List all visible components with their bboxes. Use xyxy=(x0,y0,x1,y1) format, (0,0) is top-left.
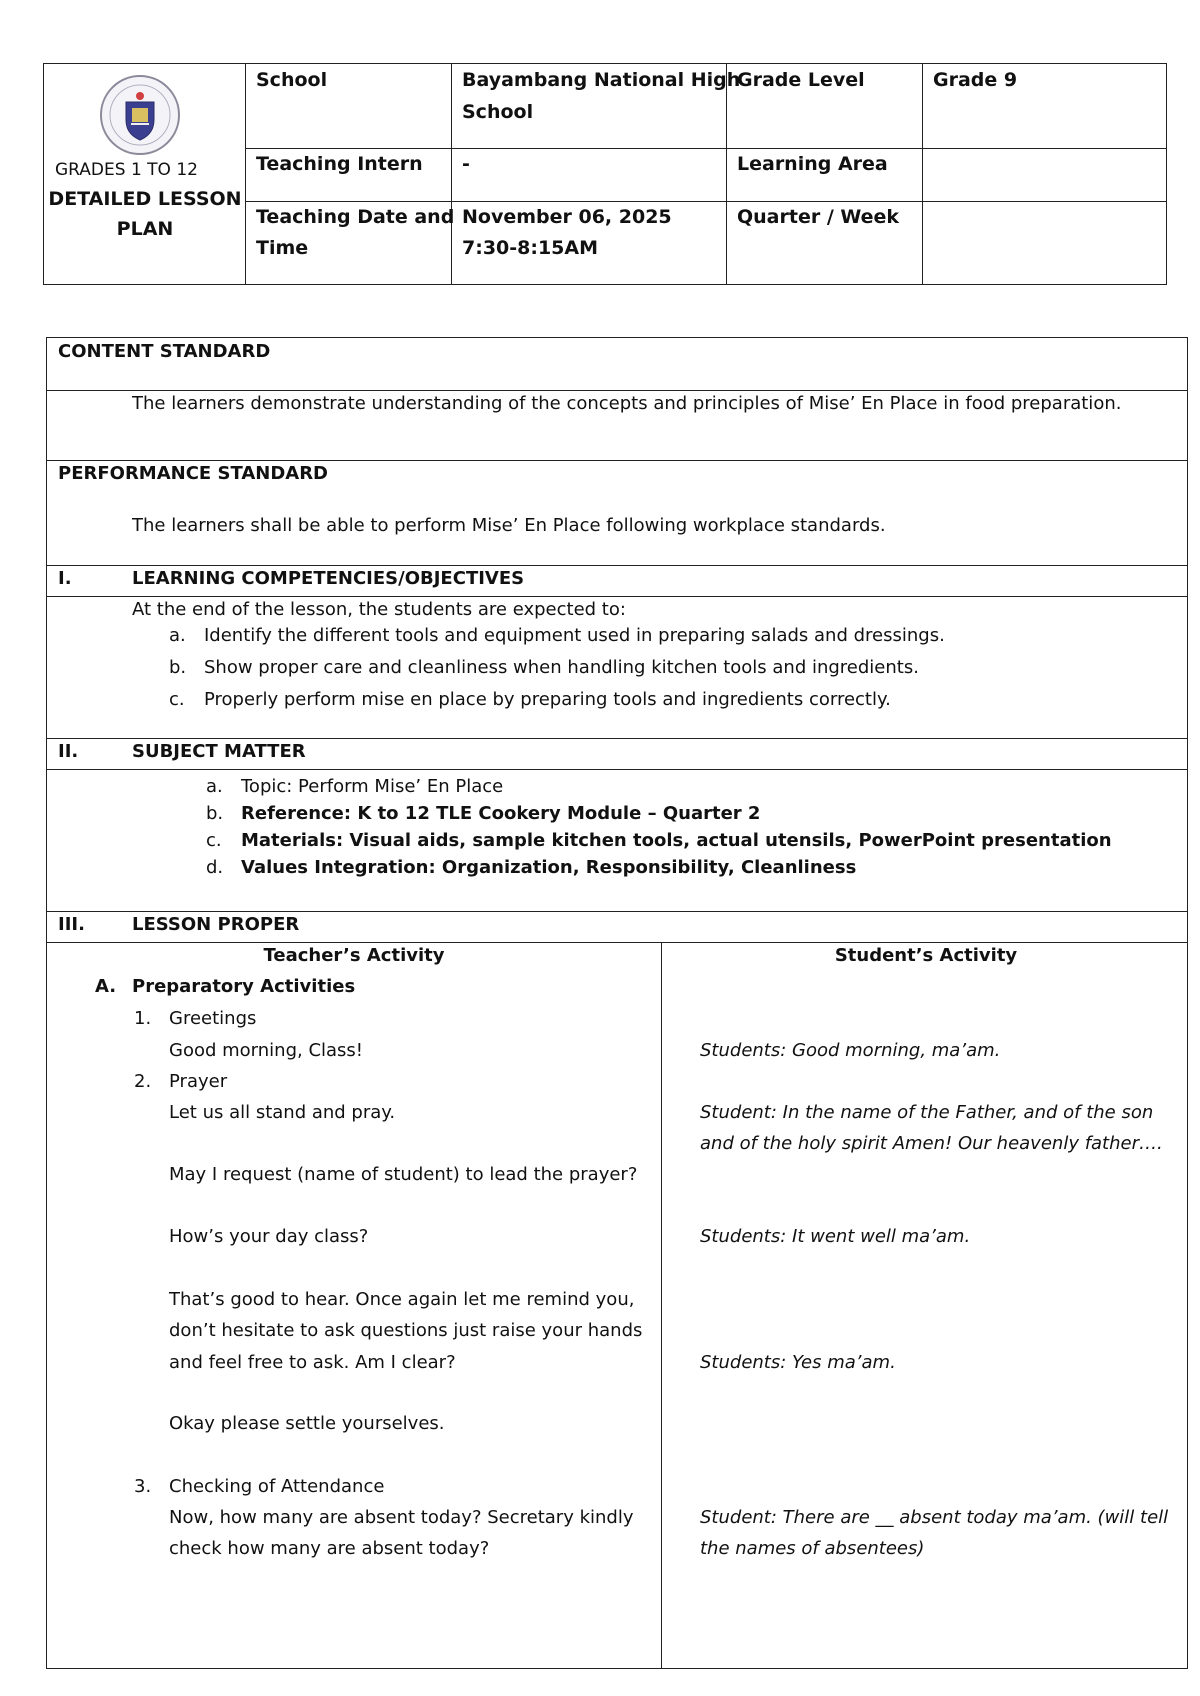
student-activity-header: Student’s Activity xyxy=(834,945,1018,966)
learning-area-label: Learning Area xyxy=(737,153,888,175)
objective-marker: a. xyxy=(169,625,186,646)
section-a-title: Preparatory Activities xyxy=(132,976,356,997)
grades-label: GRADES 1 TO 12 xyxy=(55,160,198,180)
row-divider xyxy=(47,942,1187,943)
greetings-marker: 1. xyxy=(134,1008,152,1029)
attendance-title: Checking of Attendance xyxy=(169,1476,385,1497)
row-divider xyxy=(47,769,1187,770)
header-divider xyxy=(451,64,452,284)
remind-student: Students: Yes ma’am. xyxy=(700,1352,896,1373)
prayer-title: Prayer xyxy=(169,1071,228,1092)
teaching-intern-label: Teaching Intern xyxy=(256,153,423,175)
subject-marker: c. xyxy=(206,830,222,851)
objective-marker: c. xyxy=(169,689,185,710)
grade-level-label: Grade Level xyxy=(737,69,865,91)
objectives-intro: At the end of the lesson, the students are expected to: xyxy=(132,599,626,620)
subject-matter-heading: SUBJECT MATTER xyxy=(132,741,306,762)
teaching-intern-value: - xyxy=(462,153,470,175)
teaching-date-value-line1: November 06, 2025 xyxy=(462,206,672,228)
column-divider xyxy=(661,942,662,1668)
teaching-date-label-line1: Teaching Date and xyxy=(256,206,455,228)
subject-marker: d. xyxy=(206,857,224,878)
subject-topic: Topic: Perform Mise’ En Place xyxy=(241,776,504,797)
attendance-student-line2: the names of absentees) xyxy=(700,1538,925,1559)
greetings-title: Greetings xyxy=(169,1008,257,1029)
row-divider xyxy=(47,596,1187,597)
objective-text: Show proper care and cleanliness when handling kitchen tools and ingredients. xyxy=(204,657,919,678)
day-teacher: How’s your day class? xyxy=(169,1226,369,1247)
content-standard-text: The learners demonstrate understanding of the concepts and principles of Mise’ En Place in food preparation. xyxy=(132,393,1122,414)
objective-marker: b. xyxy=(169,657,187,678)
plan-title-line2: PLAN xyxy=(116,218,174,240)
prayer-student-line2: and of the holy spirit Amen! Our heavenly father…. xyxy=(700,1133,1163,1154)
performance-standard-heading: PERFORMANCE STANDARD xyxy=(58,463,328,484)
request-teacher: May I request (name of student) to lead the prayer? xyxy=(169,1164,638,1185)
section-a-marker: A. xyxy=(95,976,117,997)
performance-standard-text: The learners shall be able to perform Mise’ En Place following workplace standards. xyxy=(132,515,886,536)
attendance-student-line1: Student: There are __ absent today ma’am. (will tell xyxy=(700,1507,1169,1528)
greetings-teacher: Good morning, Class! xyxy=(169,1040,364,1061)
settle-teacher: Okay please settle yourselves. xyxy=(169,1413,445,1434)
header-divider xyxy=(726,64,727,284)
attendance-marker: 3. xyxy=(134,1476,152,1497)
school-value-line2: School xyxy=(462,101,534,123)
lesson-proper-heading: LESSON PROPER xyxy=(132,914,300,935)
row-divider xyxy=(47,565,1187,566)
greetings-student: Students: Good morning, ma’am. xyxy=(700,1040,1001,1061)
school-value-line1: Bayambang National High xyxy=(462,69,741,91)
teacher-activity-header: Teacher’s Activity xyxy=(263,945,445,966)
subject-matter-numeral: II. xyxy=(58,741,79,762)
header-divider xyxy=(922,64,923,284)
subject-reference: Reference: K to 12 TLE Cookery Module – Quarter 2 xyxy=(241,803,761,824)
row-divider xyxy=(47,738,1187,739)
objective-text: Properly perform mise en place by preparing tools and ingredients correctly. xyxy=(204,689,891,710)
prayer-teacher: Let us all stand and pray. xyxy=(169,1102,396,1123)
grade-level-value: Grade 9 xyxy=(933,69,1018,91)
prayer-marker: 2. xyxy=(134,1071,152,1092)
objectives-heading: LEARNING COMPETENCIES/OBJECTIVES xyxy=(132,568,525,589)
subject-marker: a. xyxy=(206,776,223,797)
objective-text: Identify the different tools and equipment used in preparing salads and dressings. xyxy=(204,625,945,646)
attendance-line1: Now, how many are absent today? Secretary kindly xyxy=(169,1507,634,1528)
quarter-week-label: Quarter / Week xyxy=(737,206,900,228)
plan-title-line1: DETAILED LESSON xyxy=(48,188,242,210)
header-table xyxy=(43,63,1167,285)
prayer-student-line1: Student: In the name of the Father, and of the son xyxy=(700,1102,1154,1123)
school-label: School xyxy=(256,69,328,91)
row-divider xyxy=(47,390,1187,391)
teaching-date-label-line2: Time xyxy=(256,237,309,259)
remind-line1: That’s good to hear. Once again let me remind you, xyxy=(169,1289,635,1310)
subject-values: Values Integration: Organization, Responsibility, Cleanliness xyxy=(241,857,857,878)
lesson-plan-table xyxy=(46,337,1188,1669)
subject-marker: b. xyxy=(206,803,224,824)
row-divider xyxy=(47,911,1187,912)
attendance-line2: check how many are absent today? xyxy=(169,1538,490,1559)
subject-materials: Materials: Visual aids, sample kitchen tools, actual utensils, PowerPoint presentation xyxy=(241,830,1112,851)
objectives-numeral: I. xyxy=(58,568,72,589)
content-standard-heading: CONTENT STANDARD xyxy=(58,341,271,362)
teaching-date-value-line2: 7:30-8:15AM xyxy=(462,237,599,259)
lesson-proper-numeral: III. xyxy=(58,914,85,935)
day-student: Students: It went well ma’am. xyxy=(700,1226,971,1247)
deped-seal-logo xyxy=(99,74,181,156)
row-divider xyxy=(47,460,1187,461)
remind-line3: and feel free to ask. Am I clear? xyxy=(169,1352,456,1373)
remind-line2: don’t hesitate to ask questions just raise your hands xyxy=(169,1320,643,1341)
